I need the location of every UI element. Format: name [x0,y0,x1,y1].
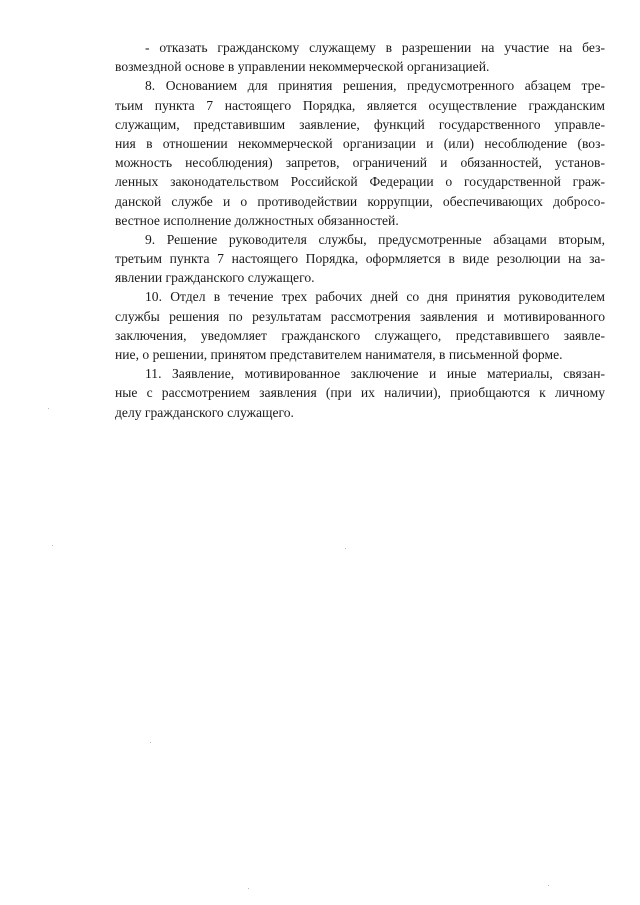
paragraph-9 [115,230,605,288]
text-line: - отказать гражданскому служащему в разрешении на участие на без- [145,40,605,55]
paragraph-refuse [115,38,605,76]
text-line: вестное исполнение должностных обязанностей. [115,212,399,228]
scan-speck [52,545,53,546]
text-line: заключения, уведомляет гражданского служащего, представившего заявле- [115,327,605,343]
text-line: возмездной основе в управлении некоммерческой организацией. [115,59,490,75]
paragraph-10 [115,287,605,364]
scan-speck [48,408,49,409]
text-line: ленных законодательством Российской Федерации о государственной граж- [115,174,605,190]
text-line: делу гражданского служащего. [115,404,294,420]
text-line: ные с рассмотрением заявления (при их наличии), приобщаются к личному [115,385,605,401]
text-line: службы решения по результатам рассмотрения заявления и мотивированного [115,308,605,324]
scan-speck [345,548,346,549]
text-line: явлении гражданского служащего. [115,270,315,286]
text-line: 11. Заявление, мотивированное заключение и иные материалы, связан- [145,366,605,382]
paragraph-8 [115,76,605,230]
text-line: 8. Основанием для принятия решения, предусмотренного абзацем тре- [145,78,605,94]
scan-speck [548,885,549,886]
scan-speck [150,742,151,743]
scan-speck [248,888,249,889]
text-line: третьим пункта 7 настоящего Порядка, оформляется в виде резолюции на за- [115,251,605,267]
text-line: 10. Отдел в течение трех рабочих дней со дня принятия руководителем [145,289,605,305]
paragraph-11 [115,364,605,422]
document-body [115,38,605,422]
text-line: ние, о решении, принятом представителем нанимателя, в письменной форме. [115,347,563,362]
text-line: данской службе и о противодействии коррупции, обеспечивающих добросо- [115,193,605,209]
text-line: 9. Решение руководителя службы, предусмотренные абзацами вторым, [145,231,605,247]
text-line: ния в отношении некоммерческой организации и (или) несоблюдение (воз- [115,135,605,151]
text-line: тьим пункта 7 настоящего Порядка, является осуществление гражданским [115,97,605,113]
text-line: можность несоблюдения) запретов, ограничений и обязанностей, установ- [115,155,605,171]
text-line: служащим, представившим заявление, функций государственного управле- [115,116,605,132]
